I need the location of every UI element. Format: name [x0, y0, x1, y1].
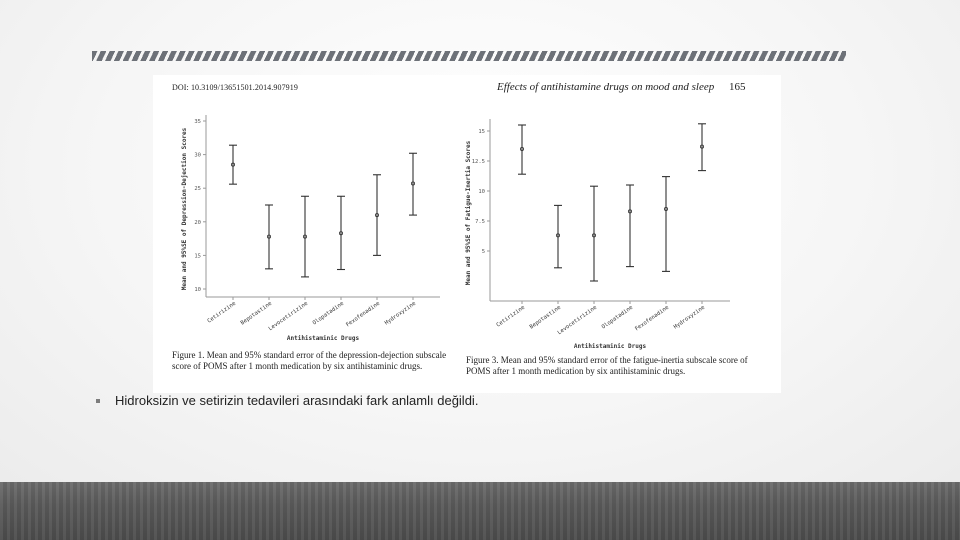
y-tick-label: 25 — [194, 186, 201, 193]
x-tick-label: Cetirizine — [495, 304, 527, 329]
bullet-marker — [96, 399, 100, 403]
floor-strip — [0, 482, 960, 540]
page-number: 165 — [729, 81, 746, 93]
y-tick-label: 12.5 — [471, 159, 485, 165]
y-axis-label: Mean and 95%SE of Fatigue-Inertia Scores — [465, 140, 472, 286]
bullet-item — [96, 393, 796, 411]
x-axis-label: Antihistaminic Drugs — [573, 343, 647, 350]
y-tick-label: 15 — [478, 129, 485, 135]
doi-text: DOI: 10.3109/13651501.2014.907919 — [172, 83, 298, 92]
y-tick-label: 7.5 — [475, 219, 485, 225]
chart-depression-dejection — [153, 105, 463, 355]
x-tick-label: Levocetirizine — [556, 304, 599, 337]
y-tick-label: 35 — [194, 119, 201, 125]
x-tick-label: Olopatadine — [600, 304, 635, 331]
y-axis-label: Mean and 95%SE of Depression-Dejection Scores — [181, 127, 188, 291]
y-tick-label: 10 — [194, 287, 201, 293]
x-axis-label: Antihistaminic Drugs — [286, 335, 360, 342]
decorative-hatch-bar — [92, 51, 846, 61]
x-tick-label: Bepotastine — [528, 304, 563, 331]
x-tick-label: Fexofenadine — [345, 300, 382, 329]
x-tick-label: Hydroxyzine — [672, 304, 707, 331]
x-tick-label: Levocetirizine — [267, 300, 310, 333]
x-tick-label: Cetirizine — [206, 300, 238, 325]
figure-1-caption: Figure 1. Mean and 95% standard error of the depression-dejection subscale score of POMS after 1 month medication by six antihistaminic drugs. — [172, 350, 447, 371]
running-head: Effects of antihistamine drugs on mood and sleep — [497, 81, 715, 93]
y-tick-label: 10 — [478, 189, 485, 195]
y-tick-label: 15 — [194, 253, 201, 260]
figure-3-caption: Figure 3. Mean and 95% standard error of the fatigue-inertia subscale score of POMS after 1 month medication by six antihistaminic drugs. — [466, 355, 748, 376]
paper-figure-image — [153, 75, 781, 393]
x-tick-label: Bepotastine — [239, 300, 274, 327]
y-tick-label: 5 — [481, 249, 485, 255]
y-tick-label: 30 — [194, 152, 201, 159]
x-tick-label: Olopatadine — [311, 300, 346, 327]
x-tick-label: Fexofenadine — [634, 304, 671, 333]
y-tick-label: 20 — [194, 219, 201, 226]
bullet-text: Hidroksizin ve setirizin tedavileri arasındaki fark anlamlı değildi. — [115, 393, 479, 408]
chart-fatigue-inertia — [458, 105, 778, 355]
x-tick-label: Hydroxyzine — [383, 300, 418, 327]
